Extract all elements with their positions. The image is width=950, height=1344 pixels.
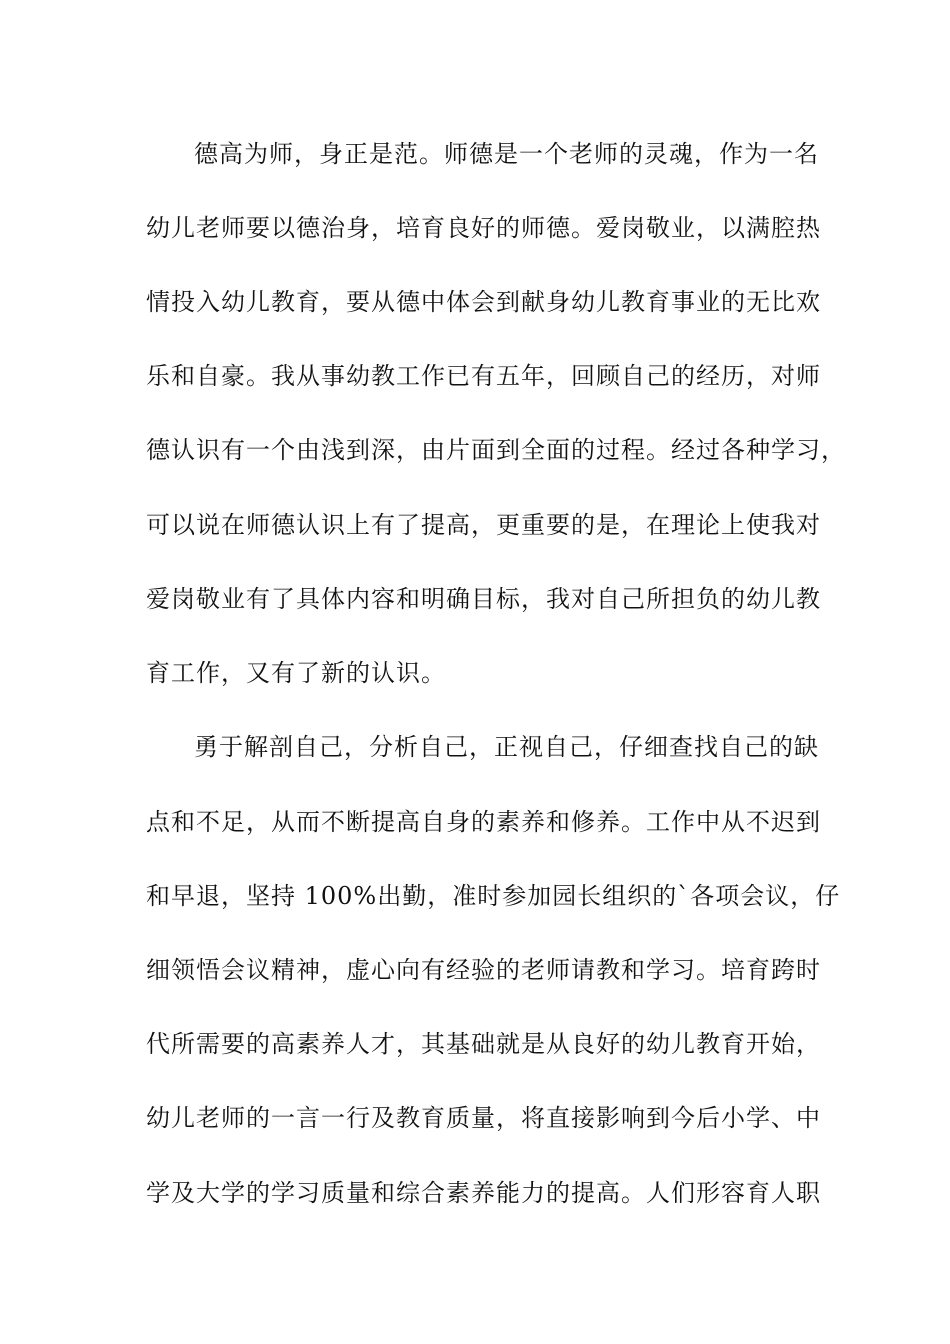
paragraph-1-line-2: 幼儿老师要以德治身，培育良好的师德。爱岗敬业，以满腔热	[146, 214, 821, 242]
paragraph-1-line-5: 德认识有一个由浅到深，由片面到全面的过程。经过各种学习，	[146, 436, 846, 464]
paragraph-2-line-6: 幼儿老师的一言一行及教育质量，将直接影响到今后小学、中	[146, 1104, 821, 1132]
paragraph-1-line-4: 乐和自豪。我从事幼教工作已有五年，回顾自己的经历，对师	[146, 362, 821, 390]
paragraph-2-line-4: 细领悟会议精神，虚心向有经验的老师请教和学习。培育跨时	[146, 956, 821, 984]
paragraph-2-line-2: 点和不足，从而不断提高自身的素养和修养。工作中从不迟到	[146, 808, 821, 836]
paragraph-1-line-6: 可以说在师德认识上有了提高，更重要的是，在理论上使我对	[146, 511, 821, 539]
paragraph-1-line-3: 情投入幼儿教育，要从德中体会到献身幼儿教育事业的无比欢	[146, 288, 821, 316]
paragraph-1-line-8: 育工作，又有了新的认识。	[146, 659, 446, 687]
paragraph-2-line-1: 勇于解剖自己，分析自己，正视自己，仔细查找自己的缺	[194, 733, 819, 761]
paragraph-2-line-5: 代所需要的高素养人才，其基础就是从良好的幼儿教育开始，	[146, 1030, 821, 1058]
paragraph-2-line-7: 学及大学的学习质量和综合素养能力的提高。人们形容育人职	[146, 1179, 821, 1207]
paragraph-1-line-1: 德高为师，身正是范。师德是一个老师的灵魂，作为一名	[194, 140, 819, 168]
paragraph-1-line-7: 爱岗敬业有了具体内容和明确目标，我对自己所担负的幼儿教	[146, 585, 821, 613]
paragraph-2-line-3: 和早退，坚持 100%出勤，准时参加园长组织的`各项会议，仔	[146, 882, 841, 910]
